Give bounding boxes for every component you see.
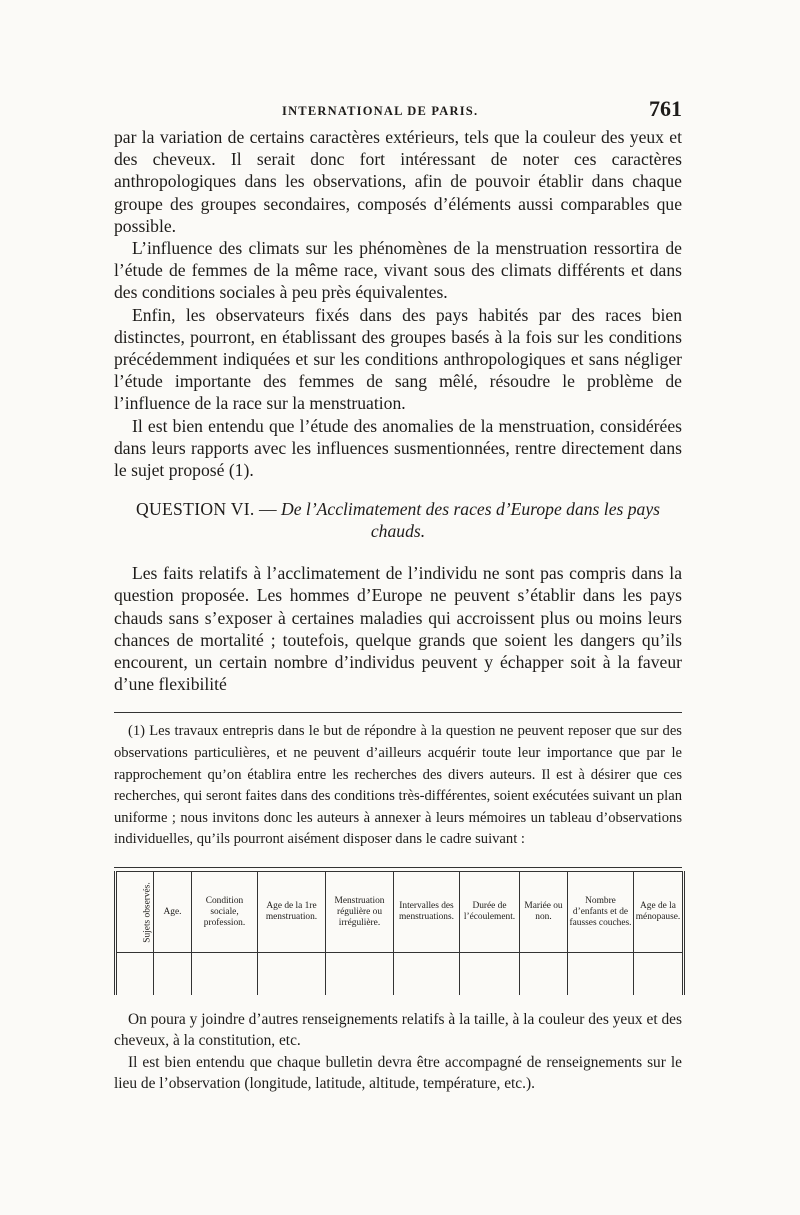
- table-cell: [326, 953, 394, 996]
- table-cell: [568, 953, 634, 996]
- paragraph: Les faits relatifs à l’acclimatement de l’individu ne sont pas compris dans la question proposée. Les hommes d’Europe ne peuvent s’établir dans les pays chauds sans s’exposer à certaines maladies qui accroissent plus ou moins leurs chances de mortalité ; toutefois, quelque grands que soient les dangers qu’ils encourent, un certain nombre d’individus peuvent y échapper soit à la faveur d’une flexibilité: [114, 563, 682, 695]
- header-subjects: Sujets observés.: [142, 881, 153, 943]
- book-page: [114, 96, 682, 1095]
- table-header-cell: Durée de l’écoulement.: [460, 872, 520, 953]
- table-notes: [114, 1009, 682, 1095]
- table-header-cell: Condition sociale, profession.: [192, 872, 258, 953]
- question-title: De l’Acclimatement des races d’Europe dans les pays chauds.: [281, 499, 660, 542]
- question-label: QUESTION VI.: [136, 499, 255, 520]
- paragraph: Il est bien entendu que l’étude des anomalies de la menstruation, considérées dans leurs rapports avec les influences susmentionnées, rentre directement dans le sujet proposé (1).: [114, 415, 682, 481]
- question-dash: —: [259, 499, 277, 520]
- running-head: [114, 96, 682, 126]
- question-heading: [114, 498, 682, 542]
- note-paragraph: On poura y joindre d’autres renseignements relatifs à la taille, à la couleur des yeux et des cheveux, à la constitution, etc.: [114, 1011, 682, 1050]
- table-cell: [460, 953, 520, 996]
- table-header-cell: Age de la ménopause.: [634, 872, 684, 953]
- running-title: INTERNATIONAL DE PARIS.: [282, 104, 479, 118]
- table-cell: [258, 953, 326, 996]
- table-header-cell: Nombre d’enfants et de fausses couches.: [568, 872, 634, 953]
- table-cell: [192, 953, 258, 996]
- table-body-row: [116, 953, 684, 996]
- table-header-cell: Age.: [154, 872, 192, 953]
- paragraph: L’influence des climats sur les phénomènes de la menstruation ressortira de l’étude de femmes de la même race, vivant sous des climats différents et dans des conditions sociales à peu près équivalentes.: [114, 238, 682, 303]
- table-cell: [520, 953, 568, 996]
- table-header-cell: Mariée ou non.: [520, 872, 568, 953]
- footnote-text: (1) Les travaux entrepris dans le but de répondre à la question ne peuvent reposer que sur des observations particulières, et ne peuvent d’ailleurs acquérir toute leur importance que par le rapprochement qu’on établira entre les recherches des divers auteurs. Il est à désirer que ces recherches, qui seront faites dans des conditions très-différentes, soient exécutées suivant un plan uniforme ; nous invitons donc les auteurs à annexer à leurs mémoires un tableau d’observations individuelles, qu’ils pourront aisément disposer dans le cadre suivant :: [114, 723, 682, 848]
- paragraph: Enfin, les observateurs fixés dans des pays habités par des races bien distinctes, pourront, en établissant des groupes basés à la fois sur les conditions précédemment indiquées et sur les conditions anthropologiques et sans négliger l’étude importante des femmes de sang mêlé, résoudre le problème de l’influence de la race sur la menstruation.: [114, 304, 682, 414]
- page-number: 761: [649, 96, 682, 121]
- table-header-cell: Intervalles des menstruations.: [394, 872, 460, 953]
- table-header-cell: Age de la 1re menstruation.: [258, 872, 326, 953]
- body-text: [114, 126, 682, 481]
- footnote: [114, 721, 682, 851]
- table-cell: [116, 953, 154, 996]
- observation-table-frame: [114, 867, 682, 995]
- table-header-row: [116, 872, 684, 953]
- note-paragraph: Il est bien entendu que chaque bulletin devra être accompagné de renseignements sur le lieu de l’observation (longitude, latitude, altitude, température, etc.).: [114, 1053, 682, 1093]
- table-header-cell: [116, 872, 154, 953]
- paragraph: par la variation de certains caractères extérieurs, tels que la couleur des yeux et des cheveux. Il serait donc fort intéressant de noter ces caractères anthropologiques dans les observations, afin de pouvoir établir dans chaque groupe des groupes secondaires, composés d’éléments aussi comparables que possible.: [114, 127, 682, 236]
- question-body: [114, 562, 682, 695]
- observation-table: [114, 871, 685, 995]
- footnote-divider: [114, 712, 682, 713]
- table-cell: [634, 953, 684, 996]
- table-cell: [154, 953, 192, 996]
- table-header-cell: Menstruation régulière ou irrégulière.: [326, 872, 394, 953]
- table-cell: [394, 953, 460, 996]
